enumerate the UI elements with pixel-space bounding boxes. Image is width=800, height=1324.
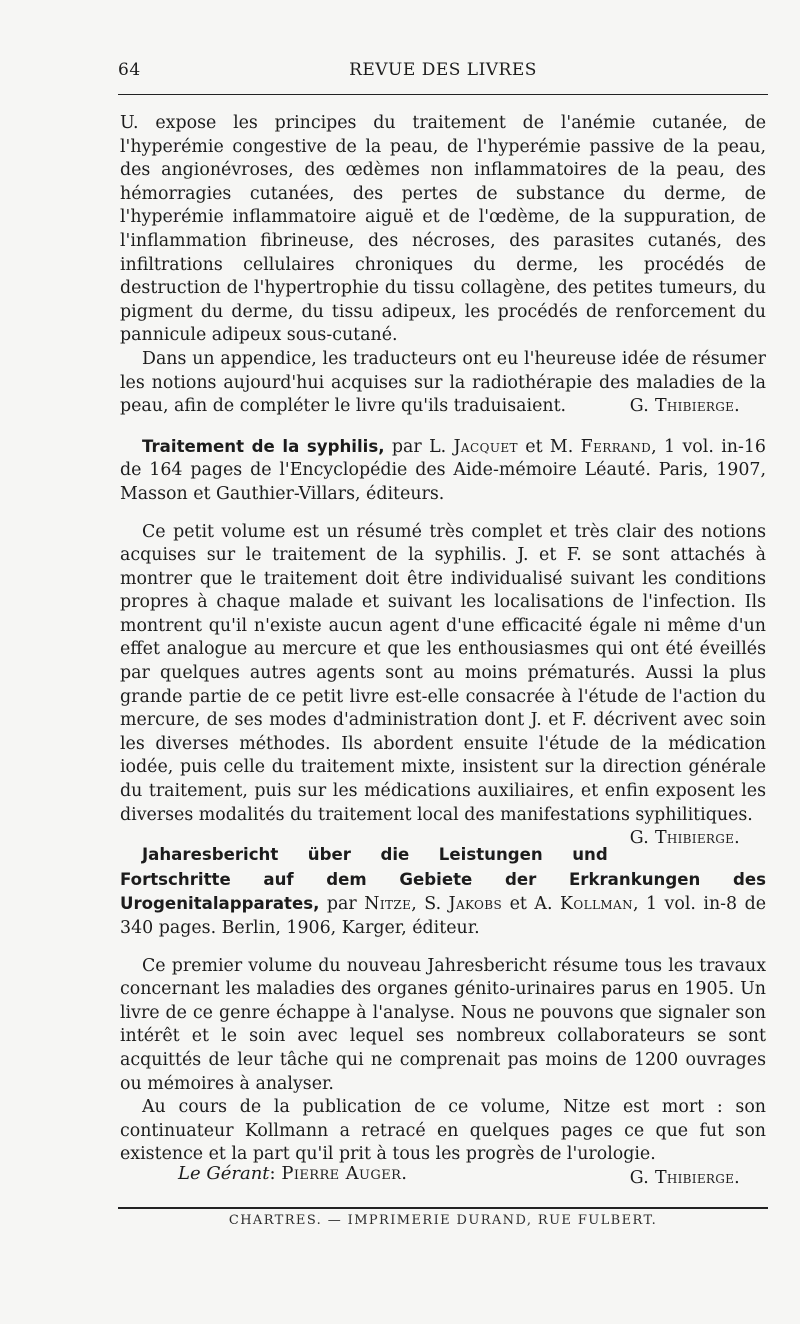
review3-by: par [319,894,365,915]
review3-title: Jaharesbericht über die Leistungen und Fortschritte auf dem Gebiete der Erkrankungen des Urogenitalapparates, [120,845,766,914]
review2-signature: G. Thibierge. [629,828,740,849]
review3-paragraph-1: Ce premier volume du nouveau Jahresbericht résume tous les travaux concernant les maladies des organes génito-urinaires parus en 1905. Un livre de ce genre échappe à l'analyse. Nous ne pouvons que signaler son intérêt et le soin avec lequel ses nombreux collaborateurs se sont acquittés de leur tâche qui ne comprenait pas moins de 1200 ouvrages ou mémoires à analyser. [120,955,766,1094]
review3-author-3: Kollman [559,894,633,915]
review1-signature: G. Thibierge. [629,396,740,417]
review3-heading [120,843,766,940]
gerant-name: Pierre Auger. [281,1163,408,1184]
gerant-line [178,1163,407,1184]
printer-imprint: CHARTRES. — IMPRIMERIE DURAND, RUE FULBERT. [228,1213,658,1228]
page-number: 64 [118,60,141,80]
review1-paragraph-1: U. expose les principes du traitement de l'anémie cutanée, de l'hyperémie congestive de la peau, de l'hyperémie passive de la peau, des angionévroses, des œdèmes non inflammatoires de la peau, des hémorragies cutanées, des pertes de substance du derme, de l'hyperémie inflammatoire aiguë et de l'œdème, de la suppuration, de l'inflammation fibrineuse, des nécroses, des parasites cutanés, des infiltrations cellulaires chroniques du derme, les procédés de destruction de l'hypertrophie du tissu collagène, des petites tumeurs, du pigment du derme, du tissu adipeux, les procédés de renforcement du pannicule adipeux sous-cutané. [120,113,766,346]
running-header [118,60,768,86]
review2-paragraph-1-text: Ce petit volume est un résumé très complet et très clair des notions acquises sur le traitement de la syphilis. J. et F. se sont attachés à montrer que le traitement doit être individualisé suivant les conditions propres à chaque malade et suivant les localisations de l'infection. Ils montrent qu'il n'existe aucun agent d'une efficacité égale ni même d'un effet analogue au mercure et que les enthousiasmes qui ont été éveillés par quelques autres agents sont au moins prématurés. Aussi la plus grande partie de ce petit livre est-elle consacrée à l'étude de l'action du mercure, de ses modes d'administration dont J. et F. décrivent avec soin les diverses méthodes. Ils abordent ensuite l'étude de la médication iodée, puis celle du traitement mixte, insistent sur la direction générale du traitement, puis sur les médications auxiliaires, et enfin exposent les diverses modalités du traitement local des manifestations syphilitiques. [120,521,766,825]
review2-author-1: Jacquet [453,436,518,457]
review2-details: , 1 vol. in-16 de 164 pages de l'Encyclopédie des Aide-mémoire Léauté. Paris, 1907, Masson et Gauthier-Villars, éditeurs. [120,436,766,504]
review3-paragraph-2-text: Au cours de la publication de ce volume, Nitze est mort : son continuateur Kollmann a retracé en quelques pages ce que fut son existence et la part qu'il prit à tous les progrès de l'urologie. [120,1097,766,1165]
review2-and: et M. [517,436,581,457]
review3-signature: G. Thibierge. [629,1167,740,1188]
gerant-label: Le Gérant [178,1163,270,1184]
review2-by: par L. [384,436,454,457]
review1-paragraph-2 [120,348,766,419]
spacer [120,507,766,521]
spacer [120,419,766,435]
review3-sep: , S. [411,894,449,915]
article-body [120,112,766,1191]
review2-paragraph-1 [120,521,766,849]
review2-heading [120,435,766,507]
spacer [120,941,766,955]
review3-author-2: Jakobs [448,894,503,915]
review1-paragraph-2-text: Dans un appendice, les traducteurs ont eu l'heureuse idée de résumer les notions aujourd'hui acquises sur la radiothérapie des maladies de la peau, afin de compléter le livre qu'ils traduisaient. [120,348,766,417]
review2-title: Traitement de la syphilis, [142,436,385,456]
review3-author-1: Nitze [364,894,412,915]
review3-and: et A. [502,894,560,915]
review3-details: , 1 vol. in-8 de 340 pages. Berlin, 1906, Karger, éditeur. [120,894,767,938]
running-title: REVUE DES LIVRES [349,60,537,80]
gerant-colon: : [269,1163,282,1184]
footer-rule [118,1207,768,1209]
review2-author-2: Ferrand [580,436,652,457]
header-rule [118,94,768,95]
